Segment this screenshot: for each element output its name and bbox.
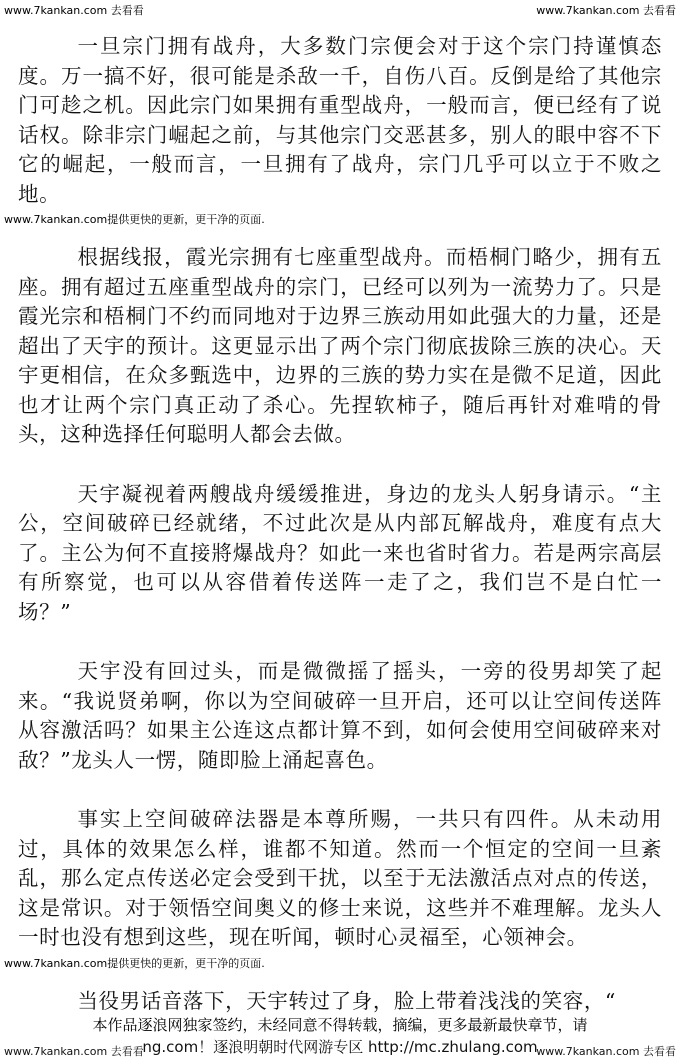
paragraph-5: 事实上空间破碎法器是本尊所赐，一共只有四件。从未动用过，具体的效果怎么样，谁都不知道。然而一个恒定的空间一旦紊乱，那么定点传送必定会受到干扰，以至于无法激活点对点的传送，这是常识。对于领悟空间奥义的修士来说，这些并不难理解。龙头人一时也没有想到这些，现在听闻，顿时心灵福至，心领神会。 xyxy=(18,807,662,949)
ad-line-2: www.7kankan.com提供更快的更新，更干净的页面. xyxy=(4,956,265,970)
paragraph-2: 根据线报，霞光宗拥有七座重型战舟。而梧桐门略少，拥有五座。拥有超过五座重型战舟的宗门，已经可以列为一流势力了。只是霞光宗和梧桐门不约而同地对于边界三族动用如此强大的力量，还是超出了天宇的预计。这更显示出了两个宗门彻底拔除三族的决心。天宇更相信，在众多甄选中，边界的三族的势力实在是微不足道，因此也才让两个宗门真正动了杀心。先捏软柿子，随后再针对难啃的骨头，这种选择任何聪明人都会去做。 xyxy=(18,245,662,446)
paragraph-1: 一旦宗门拥有战舟，大多数门宗便会对于这个宗门持谨慎态度。万一搞不好，很可能是杀敌一千，自伤八百。反倒是给了其他宗门可趁之机。因此宗门如果拥有重型战舟，一般而言，便已经有了说话权。除非宗门崛起之前，与其他宗门交恶甚多，别人的眼中容不下它的崛起，一般而言，一旦拥有了战舟，宗门几乎可以立于不败之地。 xyxy=(18,34,662,206)
footer-notice: 本作品逐浪网独家签约，未经同意不得转载，摘编，更多最新最快章节，请 xyxy=(92,1016,588,1034)
ad-line-1: www.7kankan.com提供更快的更新，更干净的页面. xyxy=(4,213,265,226)
header-site-right: www.7kankan.com 去看看 xyxy=(536,4,676,17)
paragraph-4: 天宇没有回过头，而是微微摇了摇头，一旁的役男却笑了起来。“我说贤弟啊，你以为空间破碎一旦开启，还可以让空间传送阵从容激活吗？如果主公连这点都计算不到，如何会使用空间破碎来对敌？”龙头人一愣，随即脸上涌起喜色。 xyxy=(18,659,662,772)
footer-site-right: www.7kankan.com 去看看 xyxy=(536,1045,676,1058)
header-site-left: www.7kankan.com 去看看 xyxy=(4,4,144,17)
footer-link-text[interactable]: ng.com！逐浪明朝时代网游专区 http://mc.zhulang.com xyxy=(142,1038,538,1056)
paragraph-3: 天宇凝视着两艘战舟缓缓推进，身边的龙头人躬身请示。“主公，空间破碎已经就绪，不过此次是从内部瓦解战舟，难度有点大了。主公为何不直接將爆战舟？如此一来也省时省力。若是两宗高层有所察觉，也可以从容借着传送阵一走了之，我们岂不是白忙一场？” xyxy=(18,481,662,624)
footer-site-left: www.7kankan.com 去看看 xyxy=(4,1045,144,1058)
paragraph-6: 当役男话音落下，天宇转过了身，脸上带着浅浅的笑容，“ xyxy=(77,988,617,1013)
chapter-body xyxy=(4,22,662,1016)
